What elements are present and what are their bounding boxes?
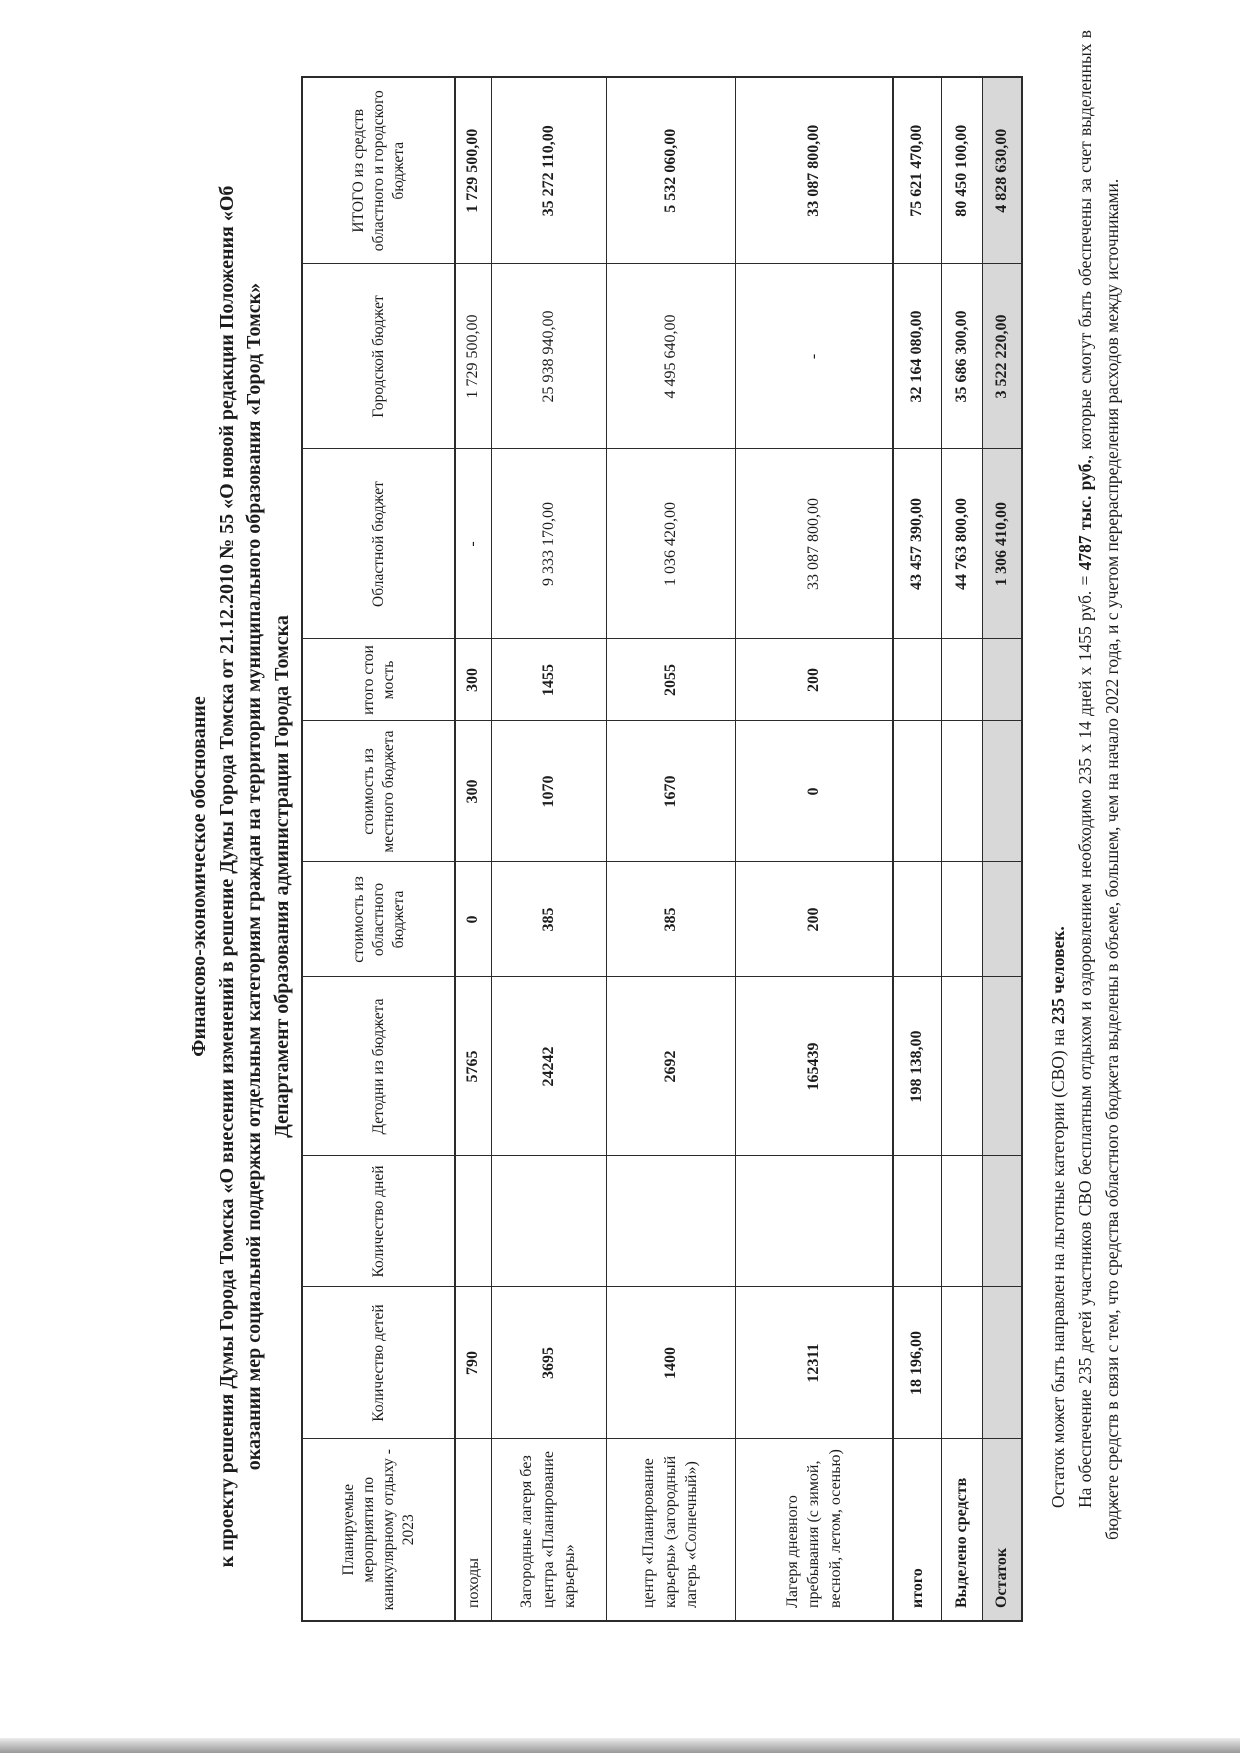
- column-header: Количество детей: [302, 1287, 455, 1439]
- column-header: ИТОГО из средств областного и городского бюджета: [302, 77, 455, 264]
- table-cell: 1070: [491, 721, 606, 862]
- title-line-4: Департамент образования администрации Города Томска: [270, 615, 293, 1138]
- table-cell: 1400: [606, 1287, 735, 1439]
- table-header-row: [302, 77, 455, 1621]
- note-paragraph-2: [1072, 30, 1126, 1540]
- row-label: походы: [455, 1439, 491, 1621]
- column-header: Планируемые мероприятия по каникулярному отдыху - 2023: [302, 1439, 455, 1621]
- table-cell: [941, 862, 982, 977]
- row-label: центр «Планирование карьеры» (загородный лагерь «Солнечный»): [606, 1439, 735, 1621]
- table-cell: 75 621 470,00: [893, 77, 941, 264]
- row-label: Загородные лагеря без центра «Планирование карьеры»: [491, 1439, 606, 1621]
- table-row: [941, 77, 982, 1621]
- note-text: , которые смогут быть обеспечены за счет выделенных в бюджете средств в связи с тем, что средства областного бюджета выделены в объеме, большем, чем на начало 2022 года, и с учетом перераспределения расходов между источниками.: [1075, 30, 1122, 1540]
- table-cell: 4 495 640,00: [606, 264, 735, 449]
- budget-table-container: [301, 0, 1023, 1622]
- note-text: На обеспечение 235 детей участников СВО бесплатным отдыхом и оздоровлением необходимо 235 х 14 дней х 1455 руб. =: [1075, 570, 1095, 1508]
- table-row: [982, 77, 1022, 1621]
- table-row: [735, 77, 893, 1621]
- table-cell: 80 450 100,00: [941, 77, 982, 264]
- table-cell: 33 087 800,00: [735, 449, 893, 639]
- table-cell: 2692: [606, 977, 735, 1156]
- table-cell: 33 087 800,00: [735, 77, 893, 264]
- table-cell: [491, 1156, 606, 1287]
- table-cell: [455, 1156, 491, 1287]
- table-cell: 5765: [455, 977, 491, 1156]
- table-cell: [893, 721, 941, 862]
- table-cell: 165439: [735, 977, 893, 1156]
- table-cell: [941, 639, 982, 721]
- scan-edge-artifact: [0, 1738, 1240, 1753]
- table-cell: 25 938 940,00: [491, 264, 606, 449]
- table-cell: [982, 862, 1022, 977]
- table-row: [455, 77, 491, 1621]
- table-cell: 12311: [735, 1287, 893, 1439]
- table-cell: 1 729 500,00: [455, 264, 491, 449]
- row-label: Выделено средств: [941, 1439, 982, 1621]
- row-label: Остаток: [982, 1439, 1022, 1621]
- note-bold-text: 4787 тыс. руб.: [1075, 459, 1095, 571]
- table-cell: 300: [455, 639, 491, 721]
- table-cell: 44 763 800,00: [941, 449, 982, 639]
- table-cell: [893, 639, 941, 721]
- table-cell: [982, 721, 1022, 862]
- table-cell: 385: [491, 862, 606, 977]
- table-cell: 3 522 220,00: [982, 264, 1022, 449]
- table-cell: 35 272 110,00: [491, 77, 606, 264]
- table-cell: 9 333 170,00: [491, 449, 606, 639]
- table-cell: 1 306 410,00: [982, 449, 1022, 639]
- table-cell: -: [735, 264, 893, 449]
- table-cell: [982, 1156, 1022, 1287]
- note-text: Остаток может быть направлен на льготные категории (СВО) на: [1048, 1024, 1068, 1508]
- column-header: Количество дней: [302, 1156, 455, 1287]
- table-cell: 43 457 390,00: [893, 449, 941, 639]
- column-header: стоимость из местного бюджета: [302, 721, 455, 862]
- column-header: итого стоимость: [302, 639, 455, 721]
- notes-block: [1045, 30, 1126, 1540]
- table-cell: [982, 1287, 1022, 1439]
- table-cell: [893, 1156, 941, 1287]
- table-cell: 18 196,00: [893, 1287, 941, 1439]
- budget-table: [301, 76, 1023, 1622]
- row-label: Лагеря дневного пребывания (с зимой, весной, летом, осенью): [735, 1439, 893, 1621]
- table-cell: [941, 721, 982, 862]
- table-cell: 32 164 080,00: [893, 264, 941, 449]
- table-cell: 385: [606, 862, 735, 977]
- table-cell: [941, 1287, 982, 1439]
- column-header: Городской бюджет: [302, 264, 455, 449]
- column-header: Областной бюджет: [302, 449, 455, 639]
- document-title: [186, 40, 296, 1713]
- table-cell: 2055: [606, 639, 735, 721]
- note-bold-text: 235 человек.: [1048, 926, 1068, 1025]
- table-row: [606, 77, 735, 1621]
- table-cell: 0: [735, 721, 893, 862]
- table-cell: 1670: [606, 721, 735, 862]
- table-cell: 198 138,00: [893, 977, 941, 1156]
- table-cell: 24242: [491, 977, 606, 1156]
- table-cell: [982, 977, 1022, 1156]
- table-cell: [982, 639, 1022, 721]
- table-cell: 300: [455, 721, 491, 862]
- column-header: стоимость из областного бюджета: [302, 862, 455, 977]
- table-cell: [941, 1156, 982, 1287]
- table-cell: 4 828 630,00: [982, 77, 1022, 264]
- note-paragraph-1: [1045, 30, 1072, 1540]
- table-row: [491, 77, 606, 1621]
- table-cell: [606, 1156, 735, 1287]
- table-cell: [941, 977, 982, 1156]
- table-row: [893, 77, 941, 1621]
- table-cell: 0: [455, 862, 491, 977]
- table-cell: 1 729 500,00: [455, 77, 491, 264]
- table-cell: 1 036 420,00: [606, 449, 735, 639]
- title-line-2: к проекту решения Думы Города Томска «О внесении изменений в решение Думы Города Томска от 21.12.2010 № 55 «О новой редакции Положения «Об: [215, 185, 238, 1568]
- table-cell: [893, 862, 941, 977]
- table-cell: [735, 1156, 893, 1287]
- table-cell: 200: [735, 862, 893, 977]
- column-header: Детодни из бюджета: [302, 977, 455, 1156]
- title-line-1: Финансово-экономическое обоснование: [188, 696, 210, 1057]
- row-label: итого: [893, 1439, 941, 1621]
- table-cell: 1455: [491, 639, 606, 721]
- table-cell: -: [455, 449, 491, 639]
- table-cell: 5 532 060,00: [606, 77, 735, 264]
- table-cell: 35 686 300,00: [941, 264, 982, 449]
- table-cell: 200: [735, 639, 893, 721]
- table-cell: 3695: [491, 1287, 606, 1439]
- title-line-3: оказании мер социальной поддержки отдельным категориям граждан на территории муниципального образования «Город Томск»: [243, 282, 265, 1471]
- table-cell: 790: [455, 1287, 491, 1439]
